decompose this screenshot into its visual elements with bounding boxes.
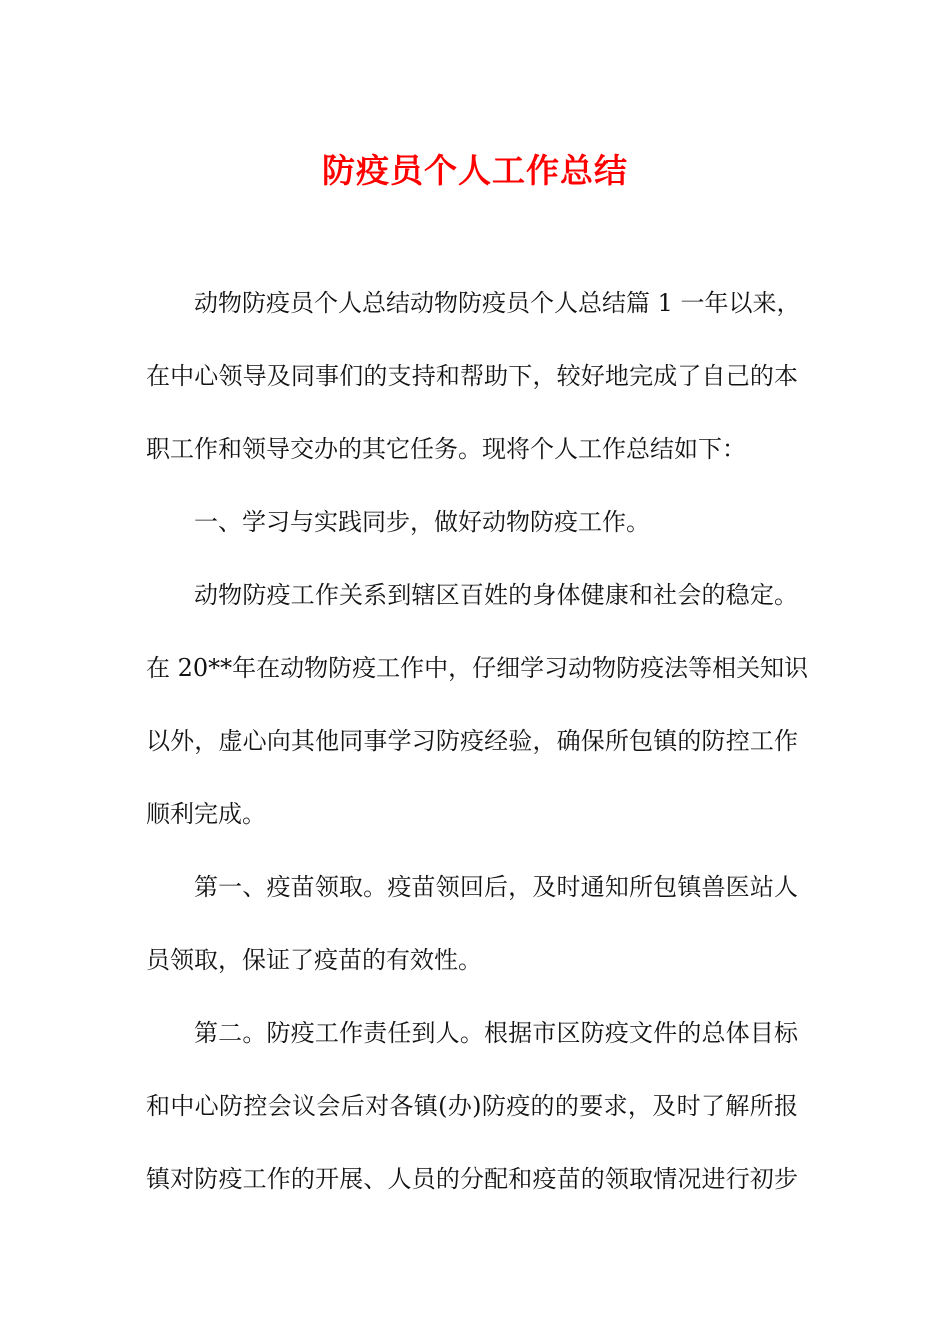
paragraph-line: 在 20**年在动物防疫工作中，仔细学习动物防疫法等相关知识 bbox=[146, 654, 809, 682]
paragraph-line: 以外，虚心向其他同事学习防疫经验，确保所包镇的防控工作 bbox=[146, 727, 798, 755]
paragraph-line: 顺利完成。 bbox=[146, 800, 266, 828]
document-title: 防疫员个人工作总结 bbox=[322, 151, 628, 190]
paragraph-line: 动物防疫员个人总结动物防疫员个人总结篇 1 一年以来， bbox=[194, 289, 801, 317]
section-heading: 一、学习与实践同步，做好动物防疫工作。 bbox=[194, 508, 650, 536]
paragraph-line: 镇对防疫工作的开展、人员的分配和疫苗的领取情况进行初步 bbox=[146, 1165, 798, 1193]
paragraph-line: 和中心防控会议会后对各镇(办)防疫的的要求，及时了解所报 bbox=[146, 1092, 798, 1120]
paragraph-line: 员领取，保证了疫苗的有效性。 bbox=[146, 946, 482, 974]
paragraph-line: 在中心领导及同事们的支持和帮助下，较好地完成了自己的本 bbox=[146, 362, 798, 390]
paragraph-line: 第一、疫苗领取。疫苗领回后，及时通知所包镇兽医站人 bbox=[194, 873, 798, 901]
paragraph-line: 职工作和领导交办的其它任务。现将个人工作总结如下： bbox=[146, 435, 746, 463]
paragraph-line: 动物防疫工作关系到辖区百姓的身体健康和社会的稳定。 bbox=[194, 581, 798, 609]
paragraph-line: 第二。防疫工作责任到人。根据市区防疫文件的总体目标 bbox=[194, 1019, 798, 1047]
document-body bbox=[146, 279, 809, 1228]
